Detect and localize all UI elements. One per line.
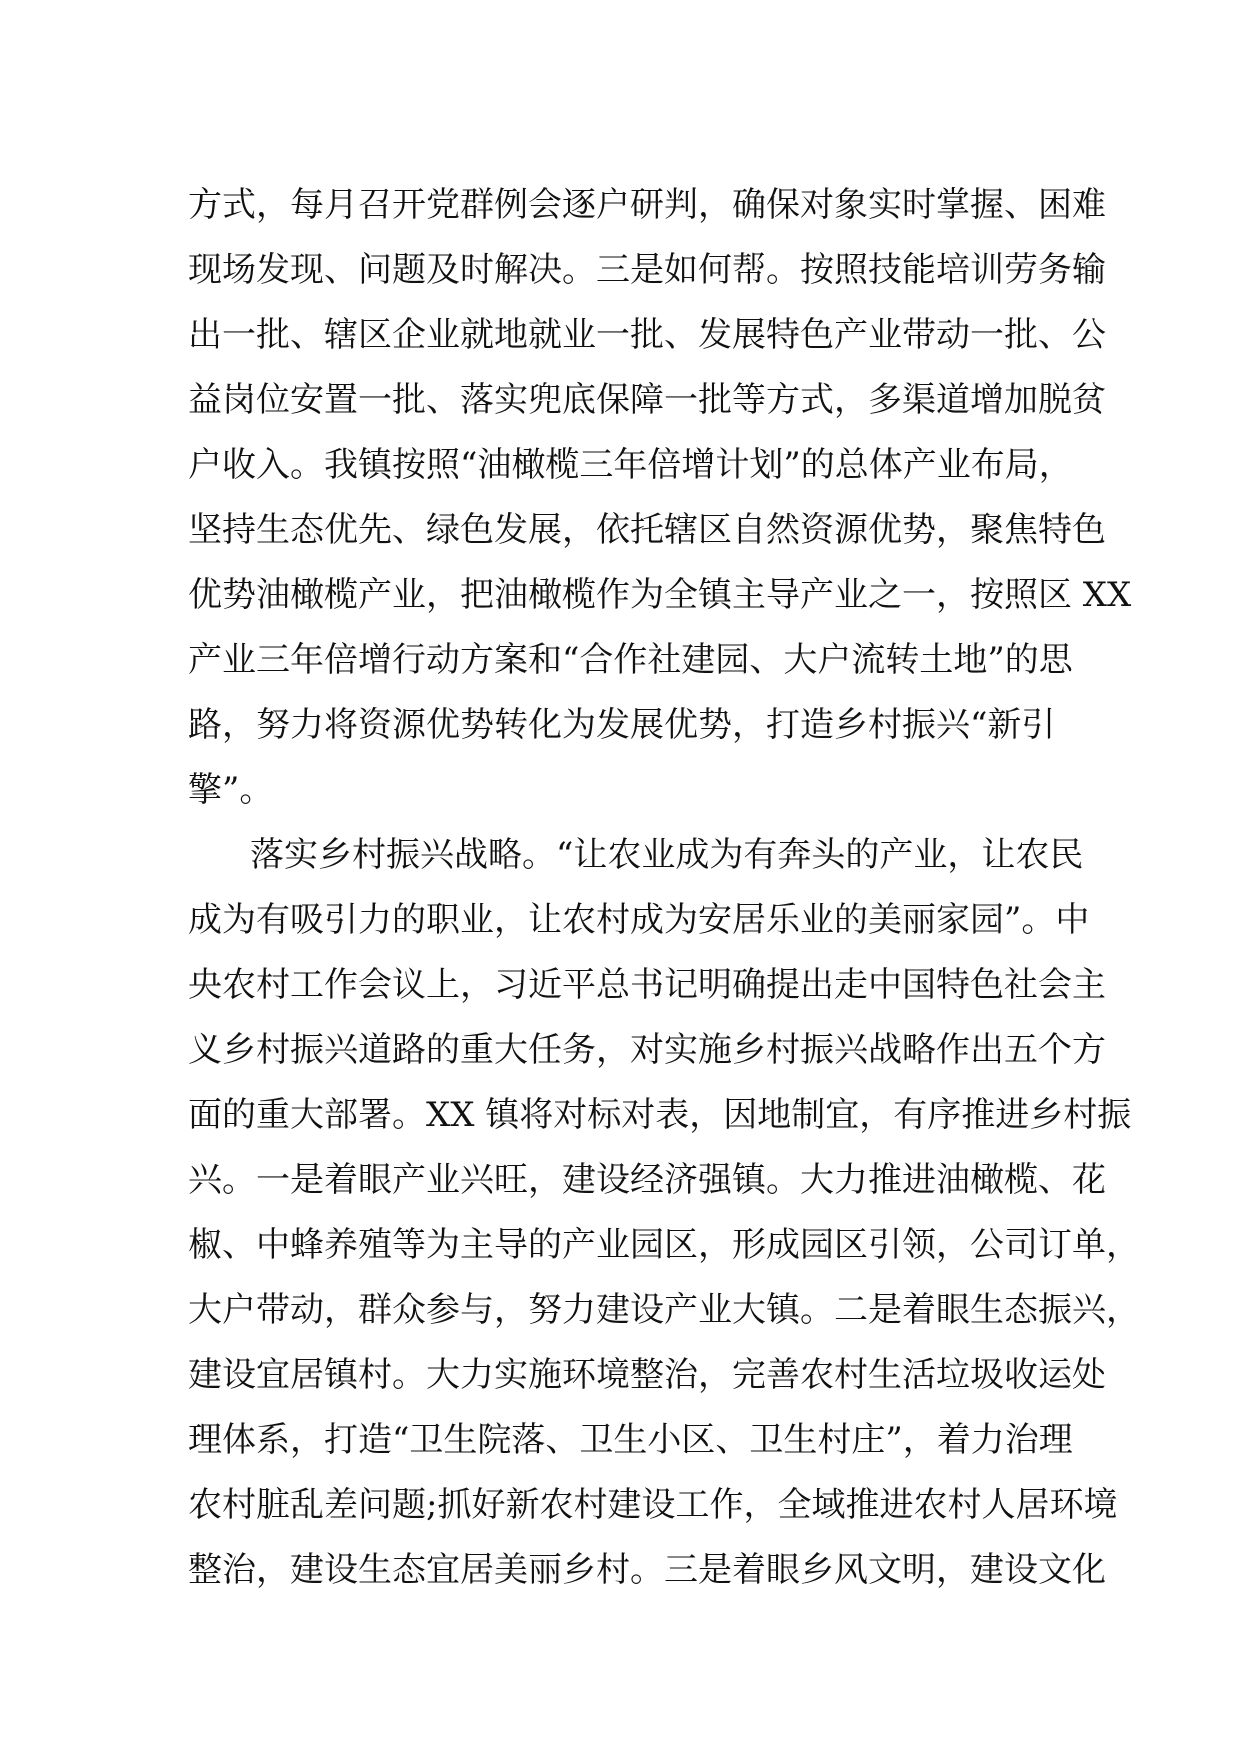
text-line: 产业三年倍增行动方案和“合作社建园、大户流转土地”的思 [188, 640, 1073, 680]
text-line: 义乡村振兴道路的重大任务，对实施乡村振兴战略作出五个方 [188, 1030, 1106, 1070]
paragraph-first-line: 落实乡村振兴战略。“让农业成为有奔头的产业，让农民 [250, 835, 1084, 875]
text-line: 出一批、辖区企业就地就业一批、发展特色产业带动一批、公 [188, 315, 1106, 355]
text-line: 路，努力将资源优势转化为发展优势，打造乡村振兴“新引 [188, 705, 1056, 745]
text-line: 现场发现、问题及时解决。三是如何帮。按照技能培训劳务输 [188, 250, 1106, 290]
text-line: 椒、中蜂养殖等为主导的产业园区，形成园区引领，公司订单， [188, 1225, 1140, 1265]
text-line: 兴。一是着眼产业兴旺，建设经济强镇。大力推进油橄榄、花 [188, 1160, 1106, 1200]
text-line: 面的重大部署。XX 镇将对标对表，因地制宜，有序推进乡村振 [188, 1095, 1132, 1135]
text-line: 方式，每月召开党群例会逐户研判，确保对象实时掌握、困难 [188, 185, 1106, 225]
text-line: 户收入。我镇按照“油橄榄三年倍增计划”的总体产业布局， [188, 445, 1073, 485]
text-line: 擎”。 [188, 770, 274, 810]
text-line: 坚持生态优先、绿色发展，依托辖区自然资源优势，聚焦特色 [188, 510, 1106, 550]
text-line: 成为有吸引力的职业，让农村成为安居乐业的美丽家园”。中 [188, 900, 1090, 940]
text-line: 理体系，打造“卫生院落、卫生小区、卫生村庄”，着力治理 [188, 1420, 1073, 1460]
text-line: 农村脏乱差问题;抓好新农村建设工作，全域推进农村人居环境 [188, 1485, 1118, 1525]
text-line: 央农村工作会议上，习近平总书记明确提出走中国特色社会主 [188, 965, 1106, 1005]
text-line: 益岗位安置一批、落实兜底保障一批等方式，多渠道增加脱贫 [188, 380, 1106, 420]
text-line: 大户带动，群众参与，努力建设产业大镇。二是着眼生态振兴， [188, 1290, 1140, 1330]
text-line: 优势油橄榄产业，把油橄榄作为全镇主导产业之一，按照区 XX [188, 575, 1132, 615]
body-text [188, 173, 1140, 1603]
text-line: 整治，建设生态宜居美丽乡村。三是着眼乡风文明，建设文化 [188, 1550, 1106, 1590]
text-line: 建设宜居镇村。大力实施环境整治，完善农村生活垃圾收运处 [188, 1355, 1106, 1395]
